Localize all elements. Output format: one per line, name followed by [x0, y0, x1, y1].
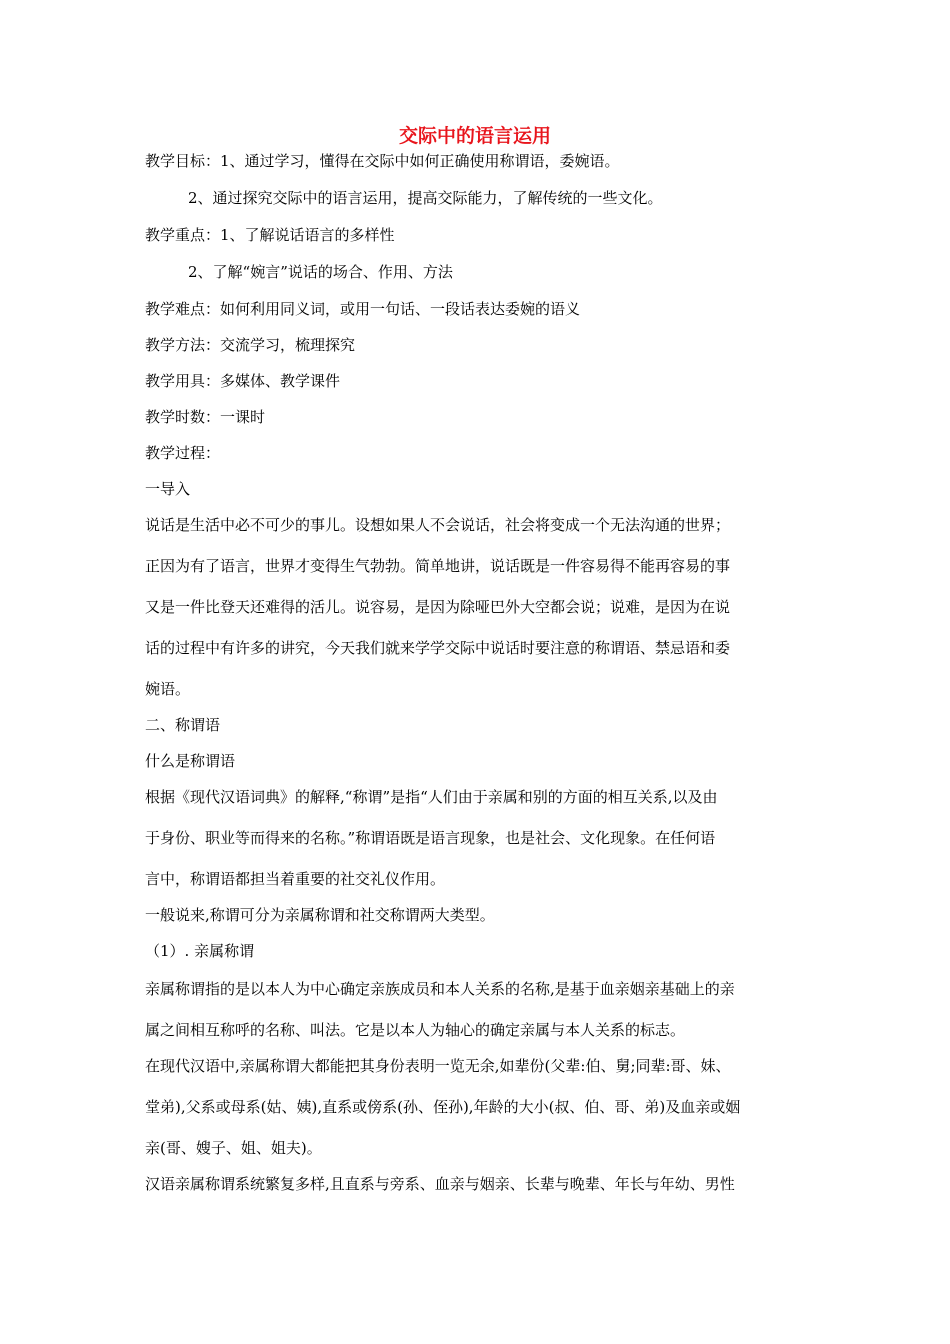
paragraph-line: 一般说来,称谓可分为亲属称谓和社交称谓两大类型。	[145, 906, 495, 924]
focus-line-2: 2、了解“婉言”说话的场合、作用、方法	[188, 263, 453, 281]
hours-line: 教学时数：一课时	[145, 408, 266, 426]
tools-line: 教学用具：多媒体、教学课件	[145, 372, 341, 390]
paragraph-line: 根据《现代汉语词典》的解释,“称谓”是指“人们由于亲属和别的方面的相互关系,以及由	[145, 788, 718, 806]
subheading-what-is: 什么是称谓语	[145, 752, 236, 770]
paragraph-line: 在现代汉语中,亲属称谓大都能把其身份表明一览无余,如辈份(父辈:伯、舅;同辈:哥、妹、	[145, 1057, 731, 1075]
paragraph-line: 婉语。	[145, 680, 191, 698]
objective-line-1: 教学目标：1、通过学习，懂得在交际中如何正确使用称谓语，委婉语。	[145, 152, 620, 170]
paragraph-line: 又是一件比登天还难得的活儿。说容易，是因为除哑巴外大空都会说；说难，是因为在说	[145, 598, 731, 616]
paragraph-line: 话的过程中有许多的讲究，今天我们就来学学交际中说话时要注意的称谓语、禁忌语和委	[145, 639, 731, 657]
focus-line-1: 教学重点：1、了解说话语言的多样性	[145, 226, 395, 244]
document-title: 交际中的语言运用	[398, 125, 551, 147]
section-appellation-heading: 二、称谓语	[145, 716, 221, 734]
paragraph-line: 亲属称谓指的是以本人为中心确定亲族成员和本人关系的名称,是基于血亲姻亲基础上的亲	[145, 980, 735, 998]
difficulty-line: 教学难点：如何利用同义词，或用一句话、一段话表达委婉的语义	[145, 300, 581, 318]
paragraph-line: 堂弟),父系或母系(姑、姨),直系或傍系(孙、侄孙),年龄的大小(叔、伯、哥、弟)及血亲或姻	[145, 1098, 741, 1116]
process-heading: 教学过程：	[145, 444, 221, 462]
objective-line-2: 2、通过探究交际中的语言运用，提高交际能力，了解传统的一些文化。	[188, 189, 663, 207]
paragraph-line: 于身份、职业等而得来的名称。”称谓语既是语言现象，也是社会、文化现象。在任何语	[145, 829, 716, 847]
method-line: 教学方法：交流学习，梳理探究	[145, 336, 356, 354]
section-intro-heading: 一导入	[145, 480, 191, 498]
paragraph-line: 言中，称谓语都担当着重要的社交礼仪作用。	[145, 870, 446, 888]
paragraph-line: 正因为有了语言，世界才变得生气勃勃。简单地讲，说话既是一件容易得不能再容易的事	[145, 557, 731, 575]
subheading-kinship: （1）. 亲属称谓	[145, 942, 255, 960]
paragraph-line: 说话是生活中必不可少的事儿。设想如果人不会说话，社会将变成一个无法沟通的世界；	[145, 516, 731, 534]
paragraph-line: 汉语亲属称谓系统繁复多样,且直系与旁系、血亲与姻亲、长辈与晚辈、年长与年幼、男性	[145, 1175, 735, 1193]
paragraph-line: 亲(哥、嫂子、姐、姐夫)。	[145, 1139, 322, 1157]
paragraph-line: 属之间相互称呼的名称、叫法。它是以本人为轴心的确定亲属与本人关系的标志。	[145, 1021, 686, 1039]
